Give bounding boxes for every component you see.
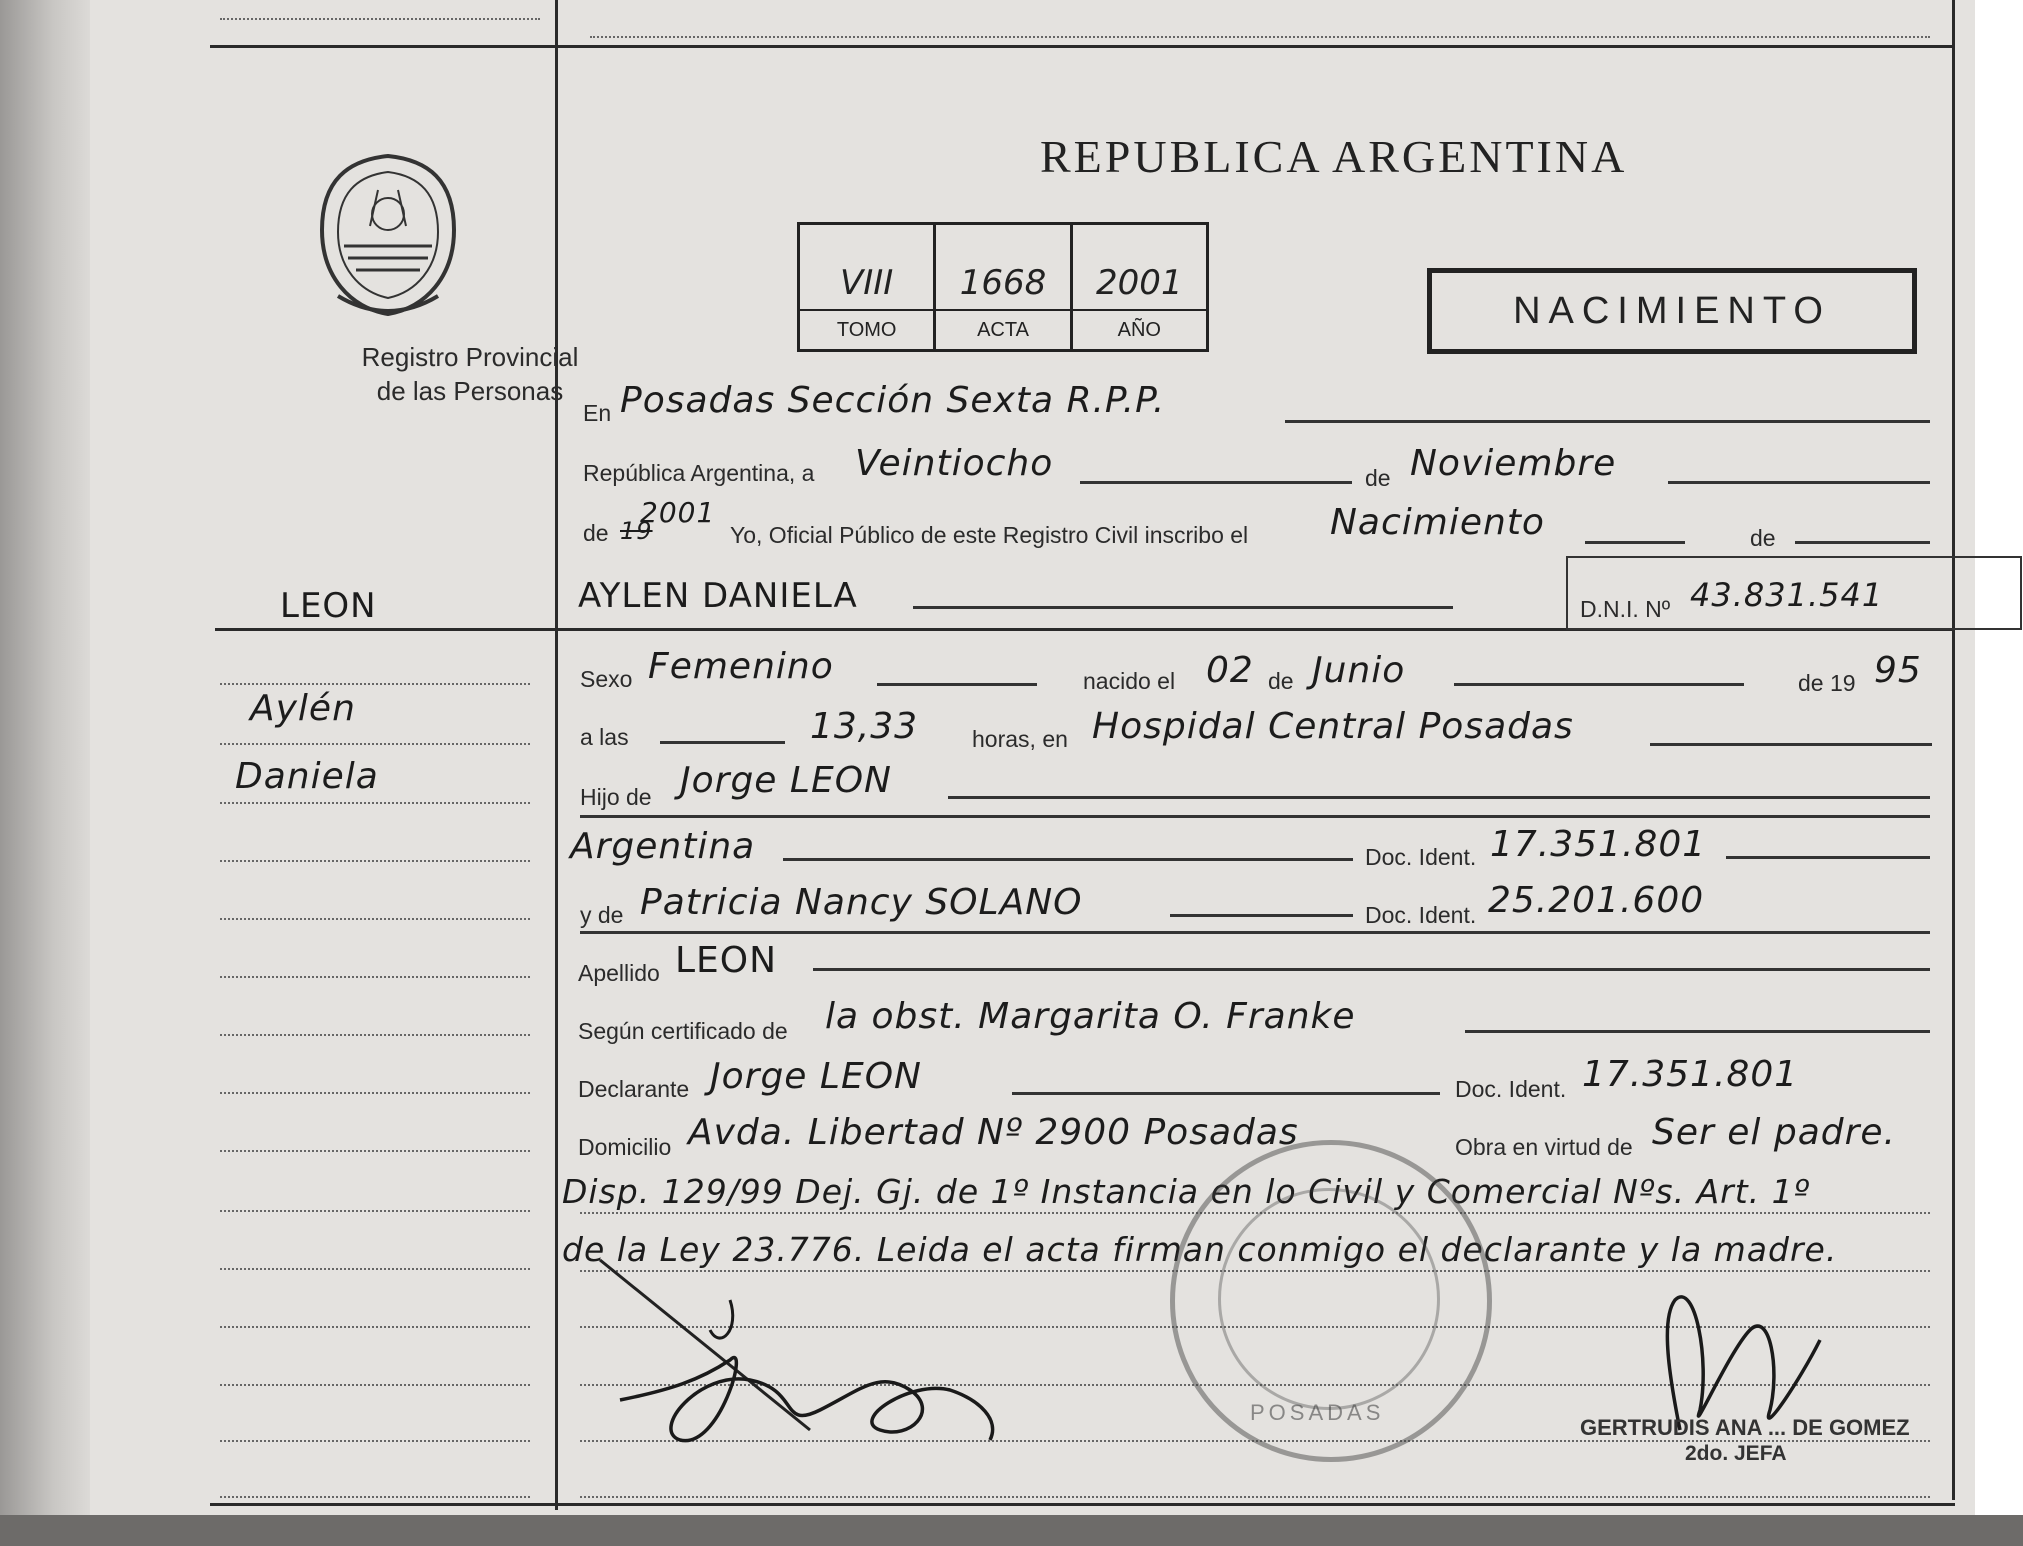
birth-year: 95 [1874,650,1922,691]
doc-label: Doc. Ident. [1365,844,1477,870]
tomo-cell [800,225,936,349]
doc-label-2: Doc. Ident. [1365,902,1477,928]
page-edge [1975,0,2023,1546]
dotted-line [220,18,540,20]
de-label-3: de [1750,525,1776,551]
margin-dotted-line [220,802,530,804]
acta-cell [936,225,1072,349]
fill-line [913,606,1453,609]
margin-dotted-line [220,976,530,978]
republica-label: República Argentina, a [583,460,815,486]
doc-label-3: Doc. Ident. [1455,1076,1567,1102]
margin-dotted-line [220,918,530,920]
fill-line [1585,541,1685,544]
hijo-label: Hijo de [580,784,652,810]
margin-dotted-line [220,683,530,685]
segun-label: Según certificado de [578,1018,788,1044]
dotted-line [590,36,1930,38]
birth-day: 02 [1206,650,1254,691]
de-label: de [1365,465,1391,491]
hour-value: 13,33 [810,706,919,747]
margin-dotted-line [220,1034,530,1036]
fill-line [660,741,785,744]
margin-dotted-line [220,1496,530,1498]
month-value: Noviembre [1410,443,1617,484]
act-value: Nacimiento [1330,502,1545,543]
mother-doc: 25.201.600 [1488,880,1705,921]
domicilio-value: Avda. Libertad Nº 2900 Posadas [688,1112,1299,1153]
margin-dotted-line [220,1384,530,1386]
place-value: Hospidal Central Posadas [1092,706,1574,747]
margin-dotted-line [220,860,530,862]
fill-line [1012,1092,1440,1095]
fill-line [783,858,1353,861]
father-doc: 17.351.801 [1490,824,1707,865]
act-type-box: NACIMIENTO [1427,268,1917,354]
column-divider [555,0,558,1510]
birth-month: Junio [1312,650,1406,691]
margin-dotted-line [220,743,530,745]
stamp-city: POSADAS [1250,1400,1385,1425]
tomo-label: TOMO [800,309,933,349]
registry-name-line2: de las Personas [376,376,564,406]
year-value: 2001 [640,496,716,529]
a-las-label: a las [580,724,629,750]
margin-dotted-line [220,1150,530,1152]
anio-value: 2001 [1096,263,1183,303]
acta-value: 1668 [959,263,1047,303]
margin-dotted-line [220,1092,530,1094]
margin-dotted-line [220,1440,530,1442]
declarante-label: Declarante [578,1076,690,1102]
book-binding-shadow [0,0,90,1546]
dni-value: 43.831.541 [1690,576,1884,614]
de-label-4: de [1268,668,1294,694]
fill-line [1080,481,1352,484]
sexo-value: Femenino [648,646,834,687]
certificate-page [90,0,1975,1515]
official-title: 2do. JEFA [1685,1442,1787,1465]
father-nationality: Argentina [570,826,756,867]
domicilio-label: Domicilio [578,1134,672,1160]
fill-line [1668,481,1930,484]
apellido-label: Apellido [578,960,660,986]
right-border [1952,0,1955,1500]
de19-label: de 19 [1798,670,1856,696]
page-edge-bottom [0,1515,2023,1546]
dni-label: D.N.I. Nº [1580,596,1671,622]
fill-line [877,683,1037,686]
fill-line [580,815,1930,818]
margin-second-name: Daniela [235,756,379,797]
obra-value: Ser el padre. [1652,1112,1896,1153]
apellido-value: LEON [675,940,778,981]
fill-line [1465,1030,1930,1033]
registry-name [330,340,610,408]
segun-value: la obst. Margarita O. Franke [825,996,1356,1037]
registry-name-line1: Registro Provincial [361,342,579,372]
top-rule [210,45,1955,48]
margin-dotted-line [220,1210,530,1212]
fill-line [813,968,1930,971]
de-label-2: de [583,520,609,546]
margin-dotted-line [220,1326,530,1328]
margin-surname: LEON [280,586,377,626]
mother-value: Patricia Nancy SOLANO [640,882,1083,923]
declarant-signature-icon [580,1240,1140,1460]
note-line-1: Disp. 129/99 Dej. Gj. de 1º Instancia en lo Civil y Comercial Nºs. Art. 1º [562,1172,1811,1211]
obra-label: Obra en virtud de [1455,1134,1633,1160]
horas-label: horas, en [972,726,1068,752]
fill-line [1454,683,1744,686]
official-stamp-inner [1218,1188,1440,1410]
provincial-seal-icon [308,150,468,320]
fill-line [1726,856,1930,859]
declarante-value: Jorge LEON [710,1056,922,1097]
anio-cell [1073,225,1206,349]
official-name: GERTRUDIS ANA ... DE GOMEZ [1580,1415,1910,1440]
fill-line [1795,541,1930,544]
note-line-2: de la Ley 23.776. Leida el acta firman conmigo el declarante y la madre. [562,1230,1838,1269]
dotted-line [580,1496,1930,1498]
margin-first-name: Aylén [250,688,356,729]
anio-label: AÑO [1073,309,1206,349]
father-value: Jorge LEON [680,760,892,801]
acta-label: ACTA [936,309,1069,349]
yde-label: y de [580,902,624,928]
declarante-doc: 17.351.801 [1582,1054,1799,1095]
struck-year: 19 [620,517,653,545]
sexo-label: Sexo [580,666,633,692]
yo-label: Yo, Oficial Público de este Registro Civil inscribo el [730,522,1249,548]
margin-dotted-line [220,1268,530,1270]
fill-line [580,931,1930,934]
fill-line [1285,420,1930,423]
nacido-label: nacido el [1083,668,1176,694]
day-value: Veintiocho [855,443,1054,484]
country-title: REPUBLICA ARGENTINA [1040,131,1628,182]
en-value: Posadas Sección Sexta R.P.P. [620,380,1166,421]
en-label: En [583,400,612,426]
tomo-value: VIII [839,263,894,303]
fill-line [1170,914,1353,917]
fill-line [1650,743,1932,746]
bottom-rule [210,1503,1955,1506]
record-box [797,222,1209,352]
registered-name: AYLEN DANIELA [578,576,858,616]
fill-line [948,796,1930,799]
